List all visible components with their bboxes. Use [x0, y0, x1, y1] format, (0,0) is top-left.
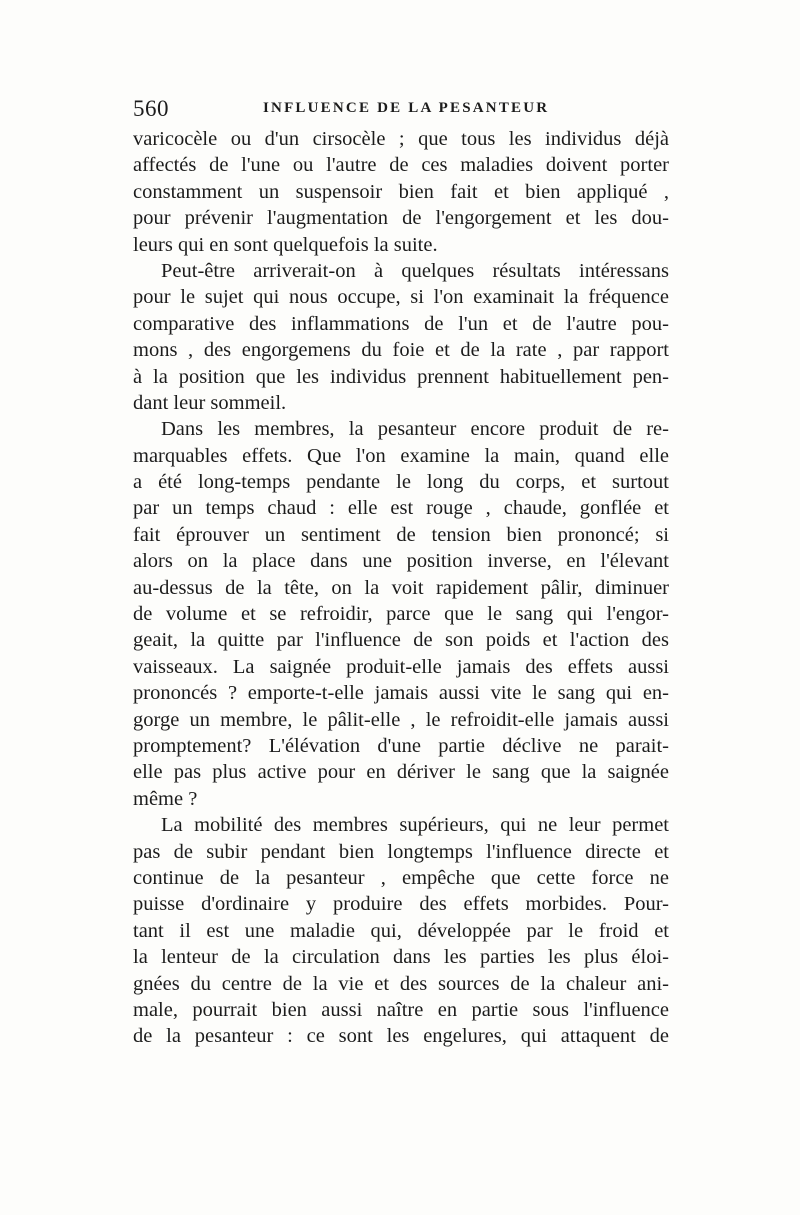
- text-line: par un temps chaud : elle est rouge , chaude, gonflée et: [133, 497, 669, 520]
- text-line: pour prévenir l'augmentation de l'engorgement et les dou-: [133, 207, 669, 230]
- text-line: La mobilité des membres supérieurs, qui ne leur permet: [161, 814, 669, 837]
- text-line: même ?: [133, 787, 198, 810]
- text-line: de volume et se refroidir, parce que le sang qui l'engor-: [133, 603, 669, 626]
- text-line: Peut-être arriverait-on à quelques résultats intéressans: [161, 259, 669, 282]
- text-line: leurs qui en sont quelquefois la suite.: [133, 233, 438, 256]
- text-line: alors on la place dans une position inverse, en l'élevant: [133, 550, 669, 573]
- paragraph-3: [133, 416, 669, 812]
- text-line: gorge un membre, le pâlit-elle , le refroidit-elle jamais aussi: [133, 708, 669, 731]
- text-line: dant leur sommeil.: [133, 391, 287, 414]
- text-line: prononcés ? emporte-t-elle jamais aussi vite le sang qui en-: [133, 682, 669, 705]
- page-number: 560: [133, 96, 169, 121]
- text-line: varicocèle ou d'un cirsocèle ; que tous les individus déjà: [133, 128, 669, 150]
- text-line: gnées du centre de la vie et des sources de la chaleur ani-: [133, 972, 669, 995]
- text-line: pas de subir pendant bien longtemps l'influence directe et: [133, 840, 669, 863]
- paragraph-4: [133, 812, 669, 1050]
- text-line: Dans les membres, la pesanteur encore produit de re-: [161, 418, 669, 441]
- page-header: [133, 96, 669, 126]
- text-line: la lenteur de la circulation dans les parties les plus éloi-: [133, 946, 669, 969]
- text-line: fait éprouver un sentiment de tension bien prononcé; si: [133, 523, 669, 546]
- text-line: a été long-temps pendante le long du corps, et surtout: [133, 471, 669, 494]
- text-line: marquables effets. Que l'on examine la main, quand elle: [133, 444, 669, 467]
- text-line: elle pas plus active pour en dériver le sang que la saignée: [133, 761, 669, 784]
- text-line: mons , des engorgemens du foie et de la rate , par rapport: [133, 339, 669, 362]
- text-line: tant il est une maladie qui, développée par le froid et: [133, 919, 669, 942]
- text-line: vaisseaux. La saignée produit-elle jamais des effets aussi: [133, 655, 669, 678]
- text-line: pour le sujet qui nous occupe, si l'on examinait la fréquence: [133, 286, 669, 309]
- text-line: à la position que les individus prennent habituellement pen-: [133, 365, 669, 388]
- running-title: INFLUENCE DE LA PESANTEUR: [263, 100, 550, 116]
- text-line: geait, la quitte par l'influence de son poids et l'action des: [133, 629, 669, 652]
- text-line: de la pesanteur : ce sont les engelures, qui attaquent de: [133, 1025, 669, 1048]
- page-body: [133, 126, 669, 1050]
- text-line: au-dessus de la tête, on la voit rapidement pâlir, diminuer: [133, 576, 669, 599]
- text-line: puisse d'ordinaire y produire des effets morbides. Pour-: [133, 893, 669, 916]
- text-line: comparative des inflammations de l'un et de l'autre pou-: [133, 312, 669, 335]
- text-line: promptement? L'élévation d'une partie déclive ne parait-: [133, 734, 669, 757]
- text-line: constamment un suspensoir bien fait et bien appliqué ,: [133, 180, 669, 203]
- text-line: continue de la pesanteur , empêche que cette force ne: [133, 866, 669, 889]
- text-line: affectés de l'une ou l'autre de ces maladies doivent porter: [133, 154, 669, 177]
- paragraph-2: [133, 258, 669, 416]
- paragraph-1: [133, 126, 669, 258]
- text-line: male, pourrait bien aussi naître en partie sous l'influence: [133, 998, 669, 1021]
